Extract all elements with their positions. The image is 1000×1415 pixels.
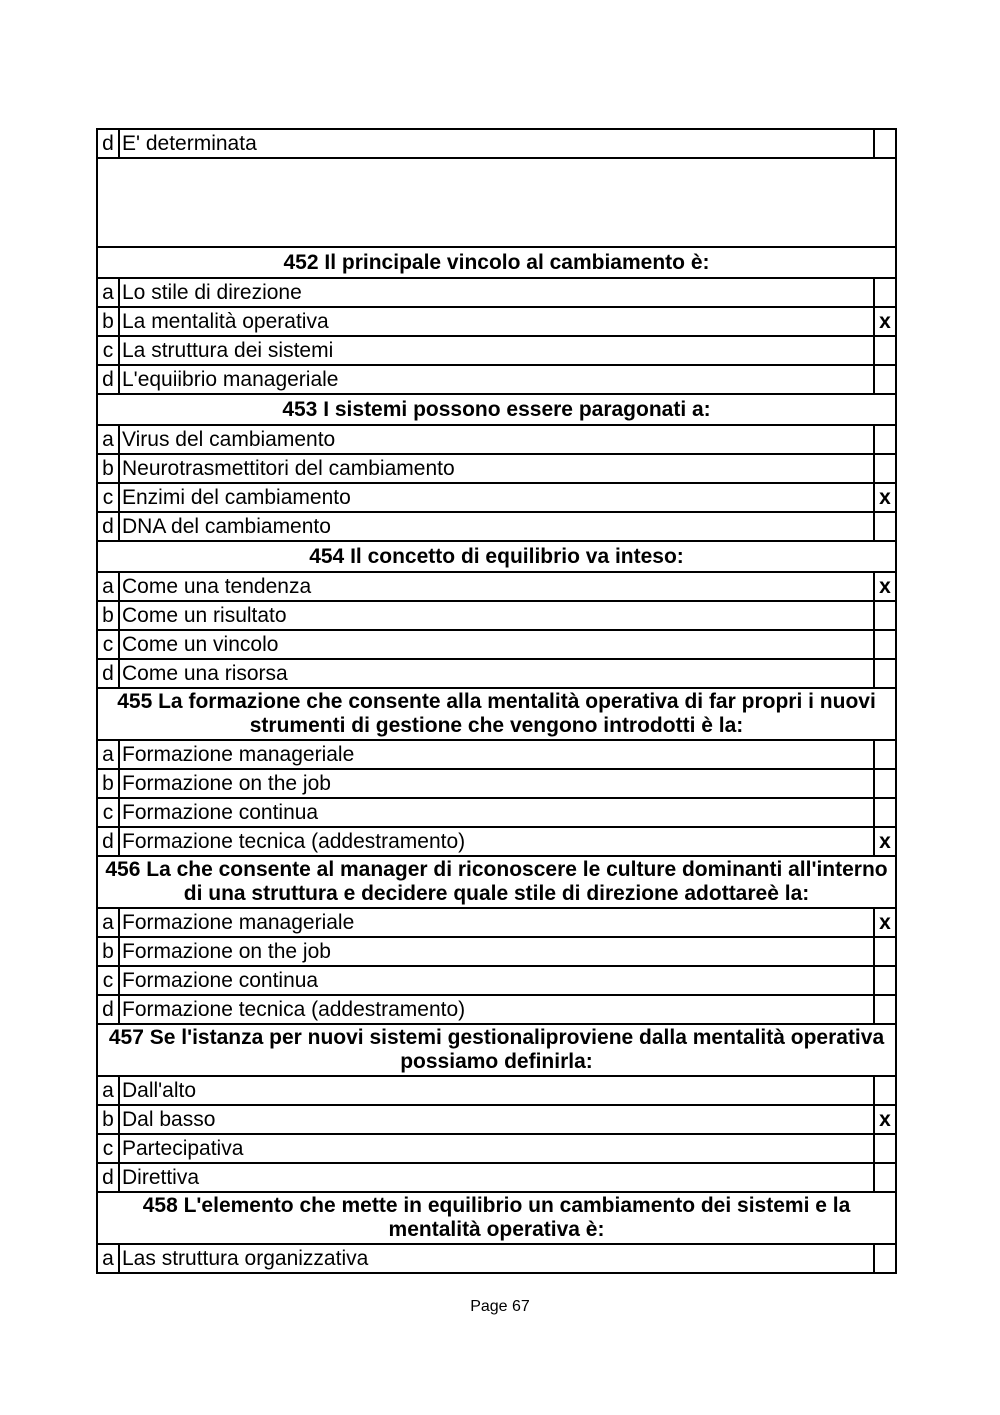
option-letter: a	[97, 425, 119, 454]
answer-mark	[874, 1244, 896, 1273]
question-row	[97, 247, 896, 278]
answer-mark	[874, 798, 896, 827]
question-text: La che consente al manager di riconoscere le culture dominanti all'interno di una struttura e decidere quale stile di direzione adottareè la:	[146, 858, 888, 905]
option-row	[97, 365, 896, 394]
answer-mark	[874, 278, 896, 307]
answer-mark	[874, 966, 896, 995]
option-text: DNA del cambiamento	[119, 512, 874, 541]
option-text: Virus del cambiamento	[119, 425, 874, 454]
answer-mark	[874, 937, 896, 966]
answer-mark: x	[874, 827, 896, 856]
option-row	[97, 1244, 896, 1273]
option-letter: b	[97, 454, 119, 483]
option-letter: b	[97, 1105, 119, 1134]
option-row	[97, 601, 896, 630]
option-text: Formazione continua	[119, 966, 874, 995]
question-row	[97, 1024, 896, 1076]
question-cell	[97, 688, 896, 740]
answer-mark	[874, 630, 896, 659]
option-row	[97, 769, 896, 798]
answer-mark	[874, 1163, 896, 1192]
option-row	[97, 740, 896, 769]
option-letter: d	[97, 365, 119, 394]
question-text: Il principale vincolo al cambiamento è:	[324, 250, 710, 274]
option-text: Las struttura organizzativa	[119, 1244, 874, 1273]
question-row	[97, 688, 896, 740]
option-text: La struttura dei sistemi	[119, 336, 874, 365]
blank-row	[97, 158, 896, 247]
page-footer: Page 67	[470, 1298, 530, 1315]
option-text: Formazione continua	[119, 798, 874, 827]
question-cell	[97, 1192, 896, 1244]
option-row	[97, 1163, 896, 1192]
question-text: L'elemento che mette in equilibrio un cambiamento dei sistemi e la mentalità operativa è:	[183, 1194, 851, 1241]
option-row	[97, 966, 896, 995]
option-letter: a	[97, 1244, 119, 1273]
answer-mark: x	[874, 908, 896, 937]
question-cell	[97, 247, 896, 278]
question-number: 452	[283, 250, 319, 274]
question-row	[97, 541, 896, 572]
option-letter: c	[97, 630, 119, 659]
question-number: 457	[108, 1026, 144, 1049]
question-number: 458	[142, 1194, 178, 1217]
option-text: La mentalità operativa	[119, 307, 874, 336]
answer-mark	[874, 365, 896, 394]
answer-mark	[874, 1076, 896, 1105]
option-row	[97, 572, 896, 601]
option-row	[97, 454, 896, 483]
option-row	[97, 129, 896, 158]
option-text: Dal basso	[119, 1105, 874, 1134]
option-letter: c	[97, 336, 119, 365]
option-letter: c	[97, 966, 119, 995]
option-row	[97, 659, 896, 688]
option-letter: d	[97, 827, 119, 856]
option-row	[97, 630, 896, 659]
option-row	[97, 1105, 896, 1134]
option-row	[97, 798, 896, 827]
option-row	[97, 278, 896, 307]
option-letter: a	[97, 278, 119, 307]
question-cell	[97, 541, 896, 572]
option-text: Direttiva	[119, 1163, 874, 1192]
question-row	[97, 394, 896, 425]
question-text: La formazione che consente alla mentalità operativa di far propri i nuovi strumenti di gestione che vengono introdotti è la:	[158, 690, 876, 737]
option-text: Neurotrasmettitori del cambiamento	[119, 454, 874, 483]
option-letter: d	[97, 129, 119, 158]
option-letter: c	[97, 1134, 119, 1163]
option-text: L'equiibrio manageriale	[119, 365, 874, 394]
option-row	[97, 1134, 896, 1163]
question-cell	[97, 856, 896, 908]
question-number: 456	[105, 858, 141, 881]
answer-mark	[874, 995, 896, 1024]
option-letter: b	[97, 601, 119, 630]
option-text: Formazione tecnica (addestramento)	[119, 827, 874, 856]
option-text: Come un vincolo	[119, 630, 874, 659]
answer-mark	[874, 129, 896, 158]
question-number: 454	[309, 544, 345, 568]
answer-mark	[874, 454, 896, 483]
question-cell	[97, 1024, 896, 1076]
option-letter: c	[97, 798, 119, 827]
answer-mark	[874, 659, 896, 688]
option-text: Come un risultato	[119, 601, 874, 630]
option-letter: c	[97, 483, 119, 512]
answer-mark: x	[874, 307, 896, 336]
option-text: Partecipativa	[119, 1134, 874, 1163]
option-text: Enzimi del cambiamento	[119, 483, 874, 512]
option-letter: d	[97, 512, 119, 541]
option-text: Formazione on the job	[119, 769, 874, 798]
option-row	[97, 827, 896, 856]
option-letter: b	[97, 307, 119, 336]
option-text: Formazione manageriale	[119, 908, 874, 937]
quiz-sheet	[96, 128, 897, 1274]
answer-mark	[874, 601, 896, 630]
option-letter: b	[97, 937, 119, 966]
option-row	[97, 307, 896, 336]
option-letter: d	[97, 995, 119, 1024]
answer-mark: x	[874, 572, 896, 601]
answer-mark: x	[874, 1105, 896, 1134]
option-row	[97, 425, 896, 454]
option-letter: d	[97, 1163, 119, 1192]
option-letter: a	[97, 1076, 119, 1105]
option-letter: a	[97, 908, 119, 937]
option-row	[97, 937, 896, 966]
question-number: 453	[282, 397, 318, 421]
option-text: Formazione on the job	[119, 937, 874, 966]
option-letter: a	[97, 740, 119, 769]
option-row	[97, 908, 896, 937]
question-text: Il concetto di equilibrio va inteso:	[350, 544, 684, 568]
answer-mark	[874, 1134, 896, 1163]
option-letter: b	[97, 769, 119, 798]
answer-mark	[874, 512, 896, 541]
option-text: Dall'alto	[119, 1076, 874, 1105]
option-text: Come una risorsa	[119, 659, 874, 688]
option-row	[97, 1076, 896, 1105]
option-row	[97, 483, 896, 512]
option-text: Lo stile di direzione	[119, 278, 874, 307]
option-row	[97, 995, 896, 1024]
answer-mark	[874, 425, 896, 454]
option-text: Come una tendenza	[119, 572, 874, 601]
blank-cell	[97, 158, 896, 247]
question-text: Se l'istanza per nuovi sistemi gestionaliproviene dalla mentalità operativa possiamo definirla:	[149, 1026, 885, 1073]
option-text: Formazione tecnica (addestramento)	[119, 995, 874, 1024]
option-letter: d	[97, 659, 119, 688]
question-number: 455	[117, 690, 153, 713]
answer-mark	[874, 769, 896, 798]
answer-mark	[874, 740, 896, 769]
question-row	[97, 856, 896, 908]
option-text: Formazione manageriale	[119, 740, 874, 769]
question-cell	[97, 394, 896, 425]
option-text: E' determinata	[119, 129, 874, 158]
quiz-table	[96, 128, 897, 1274]
option-letter: a	[97, 572, 119, 601]
question-row	[97, 1192, 896, 1244]
quiz-table-body	[97, 129, 896, 1273]
option-row	[97, 512, 896, 541]
answer-mark: x	[874, 483, 896, 512]
option-row	[97, 336, 896, 365]
question-text: I sistemi possono essere paragonati a:	[323, 397, 711, 421]
answer-mark	[874, 336, 896, 365]
